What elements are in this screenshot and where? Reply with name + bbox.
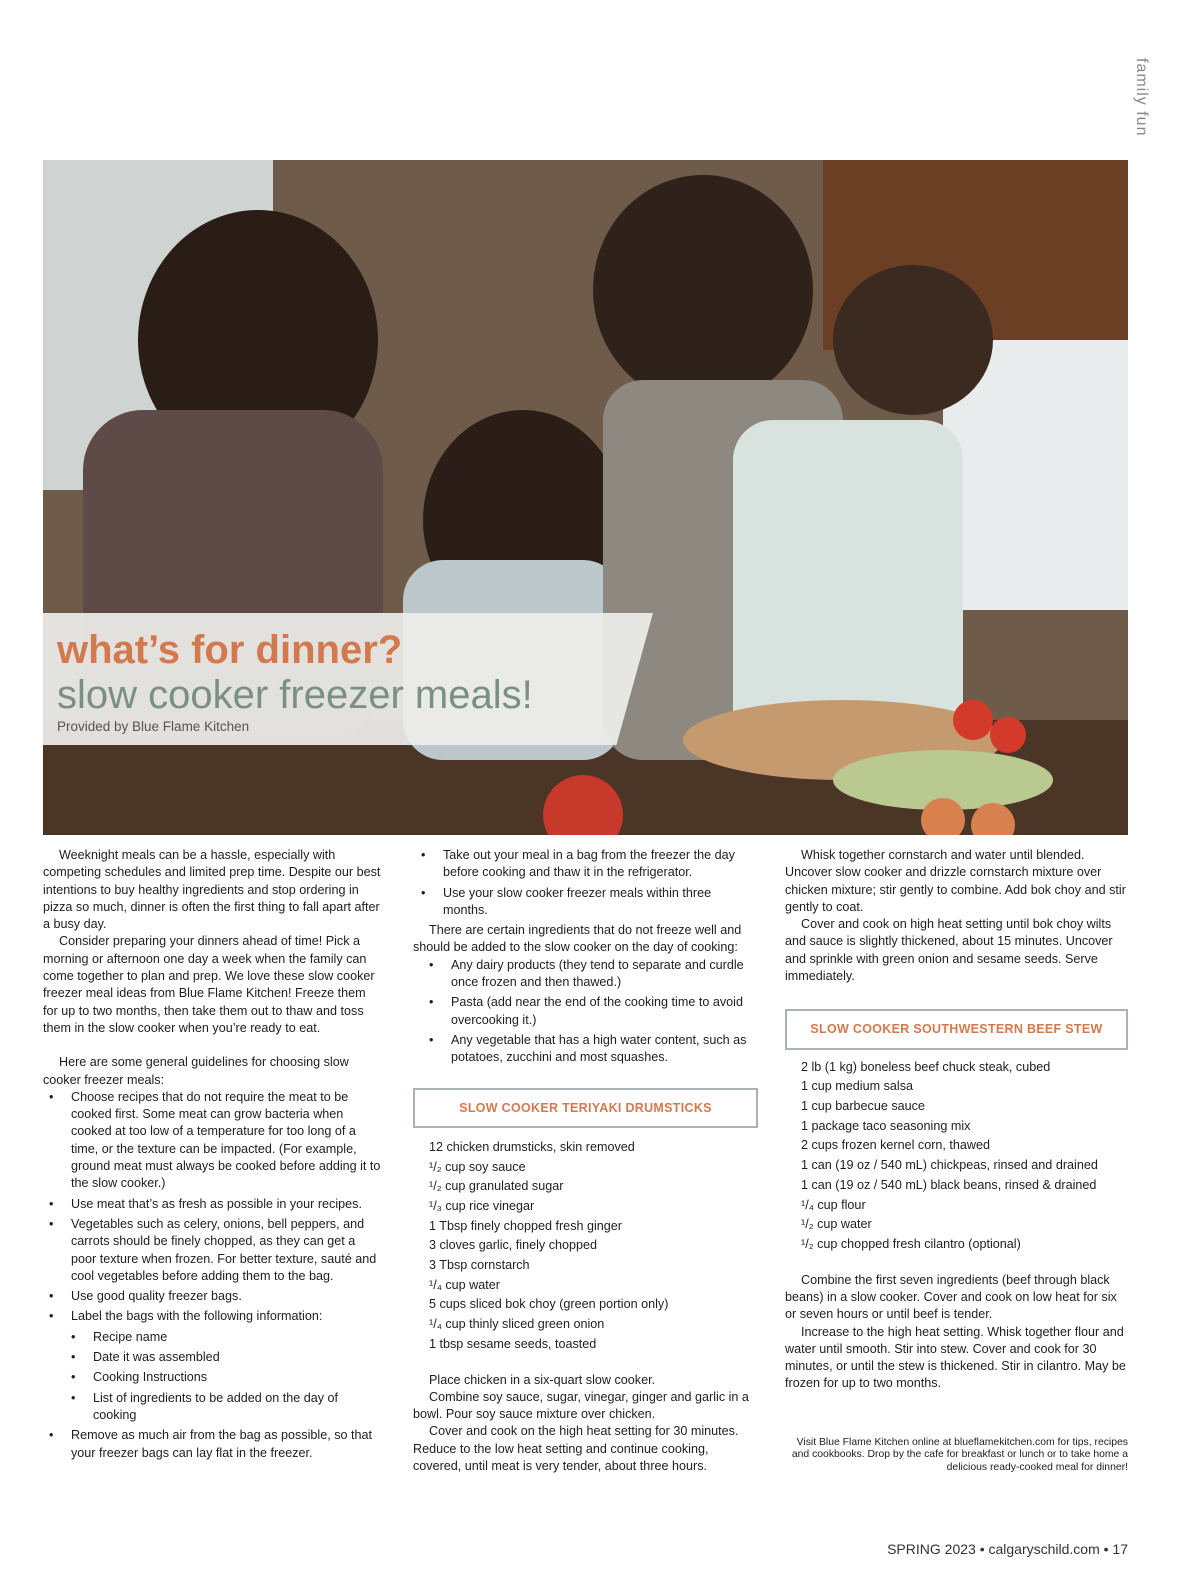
ingredient-item: 2 cups frozen kernel corn, thawed <box>801 1138 991 1153</box>
ingredients-beef-stew <box>785 1058 1128 1255</box>
label-list <box>43 1329 383 1424</box>
step-paragraph: Whisk together cornstarch and water until blended. Uncover slow cooker and drizzle cornstarch mixture over chicken mixture; stir gently to combine. Add bok choy and stir gently to coat. <box>785 848 1126 914</box>
list-item: • Vegetables such as celery, onions, bell peppers, and carrots should be finely chopped, as they can get a poor texture when frozen. For better texture, sauté and cool vegetables before adding them to the bag. <box>43 1216 383 1285</box>
ingredient-item: 3 cloves garlic, finely chopped <box>429 1238 598 1253</box>
guidelines-intro: Here are some general guidelines for choosing slow cooker freezer meals: <box>43 1055 349 1087</box>
page-title: what’s for dinner? <box>57 628 403 672</box>
page-subtitle: slow cooker freezer meals! <box>57 673 533 717</box>
sub-list-item: • Cooking Instructions <box>43 1369 383 1386</box>
sub-list-item: • Recipe name <box>43 1329 383 1346</box>
list-item: • Pasta (add near the end of the cooking time to avoid overcooking it.) <box>421 994 758 1029</box>
ingredient-item: 1 can (19 oz / 540 mL) chickpeas, rinsed and drained <box>801 1158 1098 1173</box>
freezer-tips-list <box>413 847 758 919</box>
step-paragraph: Combine soy sauce, sugar, vinegar, ginger and garlic in a bowl. Pour soy sauce mixture over chicken. <box>413 1389 749 1422</box>
list-item: • Take out your meal in a bag from the freezer the day before cooking and thaw it in the refrigerator. <box>413 847 758 882</box>
column-3 <box>785 847 1128 1474</box>
ingredient-item: 1 cup medium salsa <box>801 1079 913 1094</box>
ingredient-item: 3 Tbsp cornstarch <box>429 1258 530 1273</box>
column-2 <box>413 847 758 1475</box>
ingredient-item: ¹/₂ cup granulated sugar <box>429 1179 564 1194</box>
list-item-label: Label the bags with the following information: <box>71 1309 323 1324</box>
sub-list-item: • Date it was assembled <box>43 1349 383 1366</box>
list-item: • Any vegetable that has a high water content, such as potatoes, zucchini and most squashes. <box>421 1032 758 1067</box>
ingredient-item: ¹/₂ cup soy sauce <box>429 1159 526 1174</box>
page-footer: SPRING 2023 • calgaryschild.com • 17 <box>887 1541 1128 1557</box>
list-item: • Choose recipes that do not require the meat to be cooked first. Some meat can grow bacteria when cooked at too low of a temperature for too long of a time, or the texture can be impacted. (For example, ground meat must always be cooked before adding it to the slow cooker.) <box>43 1089 383 1193</box>
step-paragraph: Cover and cook on the high heat setting for 30 minutes. Reduce to the low heat setting and continue cooking, covered, until meat is very tender, about three hours. <box>413 1424 739 1474</box>
intro-paragraph-2: Consider preparing your dinners ahead of time! Pick a morning or afternoon one day a week when the family can come together to plan and prep. We love these slow cooker freezer meal ideas from Blue Flame Kitchen! Freeze them for up to two months, then take them out to thaw and toss them in the slow cooker when you’re ready to eat. <box>43 934 375 1035</box>
ingredient-item: ¹/₂ cup chopped fresh cilantro (optional) <box>801 1237 1021 1251</box>
guidelines-list <box>43 1089 383 1462</box>
ingredient-item: ¹/₃ cup rice vinegar <box>429 1198 535 1213</box>
list-item: • Remove as much air from the bag as possible, so that your freezer bags can lay flat in the freezer. <box>43 1427 383 1462</box>
list-item: • Any dairy products (they tend to separate and curdle once frozen and then thawed.) <box>421 957 758 992</box>
step-paragraph: Place chicken in a six-quart slow cooker. <box>429 1372 656 1387</box>
list-item: • Use your slow cooker freezer meals within three months. <box>413 885 758 920</box>
sub-list-item: • List of ingredients to be added on the day of cooking <box>43 1390 383 1425</box>
list-item: • Use good quality freezer bags. <box>43 1288 383 1305</box>
list-item: • Use meat that’s as fresh as possible in your recipes. <box>43 1196 383 1213</box>
recipe-title-beef-stew: SLOW COOKER SOUTHWESTERN BEEF STEW <box>785 1009 1128 1049</box>
step-paragraph: Increase to the high heat setting. Whisk together flour and water until smooth. Stir into stew. Cover and cook for 30 minutes, or until the stew is thickened. Stir in cilantro. May be frozen for up to two months. <box>785 1324 1126 1391</box>
ingredient-item: 1 package taco seasoning mix <box>801 1118 971 1133</box>
ingredient-item: ¹/₄ cup flour <box>801 1197 866 1212</box>
ingredient-item: 1 can (19 oz / 540 mL) black beans, rinsed & drained <box>801 1177 1097 1192</box>
recipe-title-teriyaki: SLOW COOKER TERIYAKI DRUMSTICKS <box>413 1088 758 1128</box>
ingredient-item: 12 chicken drumsticks, skin removed <box>429 1139 635 1154</box>
column-1 <box>43 847 383 1465</box>
list-item <box>43 1308 383 1424</box>
ingredient-item: ¹/₂ cup water <box>801 1217 872 1232</box>
ingredient-item: 2 lb (1 kg) boneless beef chuck steak, cubed <box>801 1059 1051 1074</box>
ingredients-teriyaki <box>413 1138 758 1355</box>
blue-flame-note: Visit Blue Flame Kitchen online at blueflamekitchen.com for tips, recipes and cookbooks. Drop by the cafe for breakfast or lunch or to take home a delicious ready-cooked meal for dinner! <box>791 1436 1128 1473</box>
ingredient-item: ¹/₄ cup water <box>429 1277 500 1292</box>
not-freeze-list <box>421 957 758 1067</box>
step-paragraph: Combine the first seven ingredients (beef through black beans) in a slow cooker. Cover and cook on low heat for six or seven hours or until beef is tender. <box>785 1272 1117 1322</box>
not-freeze-intro: There are certain ingredients that do not freeze well and should be added to the slow cooker on the day of cooking: <box>413 923 742 955</box>
ingredient-item: 5 cups sliced bok choy (green portion only) <box>429 1297 669 1312</box>
ingredient-item: 1 Tbsp finely chopped fresh ginger <box>429 1218 622 1233</box>
ingredient-item: 1 cup barbecue sauce <box>801 1099 925 1114</box>
intro-paragraph-1: Weeknight meals can be a hassle, especially with competing schedules and limited prep time. Despite our best intentions to buy healthy ingredients and stop ordering in pizza so much, dinner is often the first thing to fall apart after a busy day. <box>43 848 381 932</box>
ingredient-item: ¹/₄ cup thinly sliced green onion <box>429 1317 605 1332</box>
ingredient-item: 1 tbsp sesame seeds, toasted <box>429 1336 597 1351</box>
section-tag: family fun <box>1133 58 1150 137</box>
credit-line: Provided by Blue Flame Kitchen <box>57 719 250 734</box>
step-paragraph: Cover and cook on high heat setting until bok choy wilts and sauce is slightly thickened, about 15 minutes. Uncover and sprinkle with green onion and sesame seeds. Serve immediately. <box>785 917 1113 984</box>
